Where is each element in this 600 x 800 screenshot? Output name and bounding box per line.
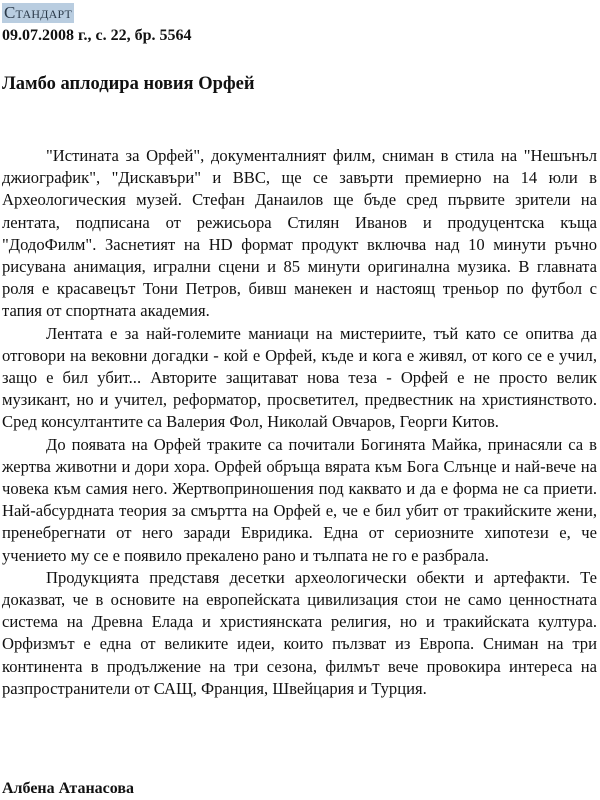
article-body xyxy=(2,145,597,700)
paragraph: До появата на Орфей траките са почитали Богинята Майка, принасяли са в жертва животни и дори хора. Орфей обръща вярата към Бога Слънце и най-вече на човека към самия него. Жертвоприношения под каквато и да е форма не са приети. Най-абсурдната теория за смъртта на Орфей е, че е бил убит от тракийските жени, пренебрегнати от него заради Евридика. Една от сериозните хипотези е, че учението му се е появило прекалено рано и тълпата не го е разбрала. xyxy=(2,434,597,565)
paragraph: Продукцията представя десетки археологически обекти и артефакти. Те доказват, че в основите на европейската цивилизация стои не само ценностната система на Древна Елада и християнската религия, но и тракийската култура. Орфизмът е една от великите идеи, които пълзват из Европа. Сниман на три континента в продължение на три сезона, филмът вече провокира интереса на разпространители от САЩ, Франция, Швейцария и Турция. xyxy=(2,567,597,698)
article-author: Албена Атанасова xyxy=(2,780,135,797)
publication-source: Стандарт xyxy=(4,3,73,22)
publication-meta: 09.07.2008 г., с. 22, бр. 5564 xyxy=(2,27,192,44)
paragraph: Лентата е за най-големите маниаци на мистериите, тъй като се опитва да отговори на вековни догадки - кой е Орфей, къде и кога е живял, от кого се е учил, защо е бил убит... Авторите защитават нова теза - Орфей е не просто велик музикант, но и учител, реформатор, просветител, предвестник на християнството. Сред консултантите са Валерия Фол, Николай Овчаров, Георги Китов. xyxy=(2,323,597,432)
article-title: Ламбо аплодира новия Орфей xyxy=(2,74,255,94)
paragraph: "Истината за Орфей", документалният филм, сниман в стила на "Нешънъл джиографик", "Дискавъри" и BBC, ще се завърти премиерно на 14 юли в Археологическия музей. Стефан Данаилов ще бъде сред първите зрители на лентата, подписана от режисьора Стилян Иванов и продуцентска къща "ДодоФилм". Заснетият на HD формат продукт включва над 10 минути ръчно рисувана анимация, игрални сцени и 85 минути оригинална музика. В главната роля е красавецът Тони Петров, бивш манекен и настоящ треньор по футбол с тапия от спортната академия. xyxy=(2,146,597,321)
